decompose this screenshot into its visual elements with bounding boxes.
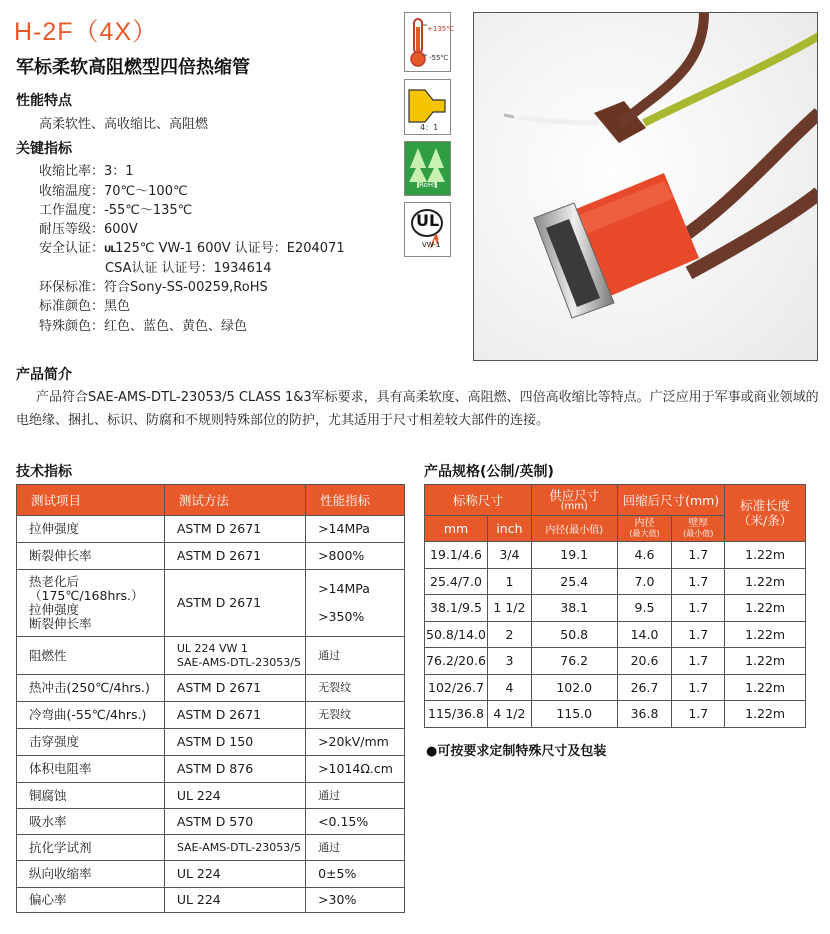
table-row [17, 835, 405, 861]
page-subtitle: 军标柔软高阻燃型四倍热缩管 [16, 57, 250, 78]
table-cell-value: 0±5% [306, 861, 405, 888]
column-header: 壁厚 (最小值) [672, 516, 725, 542]
table-cell-wall: 1.7 [672, 701, 725, 728]
table-cell-len: 1.22m [725, 701, 806, 728]
table-cell-item: 吸水率 [17, 809, 165, 835]
table-row [425, 701, 806, 728]
table-cell-inch: 3 [487, 648, 531, 675]
table-cell-supply: 115.0 [531, 701, 617, 728]
table-row [17, 783, 405, 809]
table-cell-item: 偏心率 [17, 888, 165, 913]
table-cell-supply: 102.0 [531, 674, 617, 701]
table-cell-value: 无裂纹 [306, 702, 405, 729]
table-cell-method: UL 224 [164, 888, 305, 913]
ul-recognized-mark: UL [104, 245, 116, 255]
product-photo [473, 12, 818, 361]
table-row [425, 595, 806, 622]
table-row [17, 516, 405, 543]
table-cell-item: 纵向收缩率 [17, 861, 165, 888]
column-header: 回缩后尺寸(mm) [617, 485, 725, 516]
table-cell-len: 1.22m [725, 595, 806, 622]
table-cell-value: 通过 [306, 783, 405, 809]
table-cell-inch: 4 [487, 674, 531, 701]
table-cell-method: ASTM D 2671 [164, 675, 305, 702]
table-cell-value: <0.15% [306, 809, 405, 835]
features-text: 高柔软性、高收缩比、高阻燃 [39, 117, 209, 132]
table-cell-item: 抗化学试剂 [17, 835, 165, 861]
key-spec-row: 收缩比率：3：1 [39, 164, 134, 179]
tech-specs-table [16, 484, 405, 913]
table-cell-id: 7.0 [617, 568, 672, 595]
table-row [17, 675, 405, 702]
table-cell-len: 1.22m [725, 621, 806, 648]
table-cell-mm: 115/36.8 [425, 701, 488, 728]
table-cell-mm: 102/26.7 [425, 674, 488, 701]
table-cell-item: 冷弯曲(-55℃/4hrs.) [17, 702, 165, 729]
shrink-ratio-icon: 4：1 [404, 79, 451, 135]
table-cell-wall: 1.7 [672, 674, 725, 701]
table-cell-id: 26.7 [617, 674, 672, 701]
table-cell-wall: 1.7 [672, 648, 725, 675]
key-spec-row: 环保标准：符合Sony-SS-00259,RoHS [39, 280, 268, 295]
table-cell-len: 1.22m [725, 568, 806, 595]
table-cell-wall: 1.7 [672, 542, 725, 569]
temperature-icon: +135℃ -55℃ [404, 12, 451, 72]
table-cell-inch: 2 [487, 621, 531, 648]
table-cell-method: SAE-AMS-DTL-23053/5 [164, 835, 305, 861]
table-cell-value: 无裂纹 [306, 675, 405, 702]
table-cell-supply: 76.2 [531, 648, 617, 675]
table-cell-method: ASTM D 150 [164, 729, 305, 756]
table-cell-value: >800% [306, 543, 405, 570]
table-cell-inch: 4 1/2 [487, 701, 531, 728]
size-spec-table [424, 484, 806, 728]
table-cell-method: UL 224 VW 1 SAE-AMS-DTL-23053/5 [164, 637, 305, 675]
table-cell-supply: 38.1 [531, 595, 617, 622]
tech-heading: 技术指标 [16, 464, 72, 480]
custom-size-note: ●可按要求定制特殊尺寸及包装 [426, 744, 607, 759]
key-specs-heading: 关键指标 [16, 141, 72, 157]
table-cell-value: >30% [306, 888, 405, 913]
table-row [425, 648, 806, 675]
table-cell-method: ASTM D 2671 [164, 543, 305, 570]
features-heading: 性能特点 [16, 93, 72, 109]
key-spec-row: 标准颜色：黑色 [39, 299, 131, 314]
table-row [425, 621, 806, 648]
table-cell-value: >14MPa [306, 516, 405, 543]
table-cell-value: 通过 [306, 835, 405, 861]
table-cell-method: UL 224 [164, 783, 305, 809]
column-header: 标准长度 （米/条） [725, 485, 806, 542]
table-cell-item: 阻燃性 [17, 637, 165, 675]
column-header: inch [487, 516, 531, 542]
table-row [17, 861, 405, 888]
table-cell-method: ASTM D 2671 [164, 702, 305, 729]
table-cell-id: 20.6 [617, 648, 672, 675]
page-title: H-2F（4X） [14, 18, 159, 46]
table-cell-inch: 1 1/2 [487, 595, 531, 622]
table-row [425, 674, 806, 701]
table-cell-id: 4.6 [617, 542, 672, 569]
spec-heading: 产品规格(公制/英制) [424, 464, 554, 480]
table-row [17, 888, 405, 913]
table-cell-value: >14MPa >350% [306, 570, 405, 637]
table-cell-id: 14.0 [617, 621, 672, 648]
ul-vw1-icon: UL VW-1 [404, 202, 451, 257]
table-cell-mm: 38.1/9.5 [425, 595, 488, 622]
table-cell-mm: 76.2/20.6 [425, 648, 488, 675]
intro-heading: 产品简介 [16, 367, 72, 383]
table-cell-len: 1.22m [725, 542, 806, 569]
column-header: 测试方法 [164, 485, 305, 516]
table-row [425, 542, 806, 569]
intro-text: 产品符合SAE-AMS-DTL-23053/5 CLASS 1&3军标要求，具有高柔软度、高阻燃、四倍高收缩比等特点。广泛应用于军事或商业领域的电绝缘、捆扎、标识、防腐和不规则特殊部位的防护，尤其适用于尺寸相差较大部件的连接。 [16, 390, 819, 428]
table-row [425, 568, 806, 595]
table-cell-item: 铜腐蚀 [17, 783, 165, 809]
table-cell-len: 1.22m [725, 648, 806, 675]
table-header-row [425, 485, 806, 516]
table-cell-item: 断裂伸长率 [17, 543, 165, 570]
key-spec-row: 收缩温度：70℃～100℃ [39, 184, 188, 199]
column-header: 标称尺寸 [425, 485, 532, 516]
table-row [17, 756, 405, 783]
key-spec-row: 特殊颜色：红色、蓝色、黄色、绿色 [39, 319, 248, 334]
table-cell-inch: 1 [487, 568, 531, 595]
table-cell-item: 拉伸强度 [17, 516, 165, 543]
table-header-row [17, 485, 405, 516]
table-row [17, 570, 405, 637]
key-spec-row: 耐压等级：600V [39, 222, 138, 237]
table-row [17, 729, 405, 756]
column-header: 测试项目 [17, 485, 165, 516]
key-spec-row: 安全认证：UL125℃ VW-1 600V 认证号：E204071 [39, 241, 345, 256]
table-cell-method: ASTM D 570 [164, 809, 305, 835]
table-cell-mm: 50.8/14.0 [425, 621, 488, 648]
key-spec-row: 工作温度：-55℃～135℃ [39, 203, 193, 218]
table-cell-inch: 3/4 [487, 542, 531, 569]
table-cell-method: UL 224 [164, 861, 305, 888]
table-cell-method: ASTM D 2671 [164, 570, 305, 637]
column-header: 性能指标 [306, 485, 405, 516]
column-header: mm [425, 516, 488, 542]
table-cell-item: 热冲击(250℃/4hrs.) [17, 675, 165, 702]
table-cell-supply: 50.8 [531, 621, 617, 648]
table-cell-item: 击穿强度 [17, 729, 165, 756]
table-cell-value: >1014Ω.cm [306, 756, 405, 783]
rohs-tree-icon: RoHS [404, 141, 451, 196]
table-cell-method: ASTM D 876 [164, 756, 305, 783]
table-cell-mm: 25.4/7.0 [425, 568, 488, 595]
table-cell-wall: 1.7 [672, 621, 725, 648]
table-row [17, 637, 405, 675]
table-cell-id: 9.5 [617, 595, 672, 622]
table-cell-value: 通过 [306, 637, 405, 675]
table-cell-item: 热老化后 （175℃/168hrs.） 拉伸强度 断裂伸长率 [17, 570, 165, 637]
table-cell-mm: 19.1/4.6 [425, 542, 488, 569]
column-header: 内径(最小值) [531, 516, 617, 542]
table-row [17, 543, 405, 570]
table-cell-wall: 1.7 [672, 568, 725, 595]
table-cell-supply: 19.1 [531, 542, 617, 569]
table-cell-supply: 25.4 [531, 568, 617, 595]
column-header: 内径 (最大值) [617, 516, 672, 542]
table-cell-item: 体积电阻率 [17, 756, 165, 783]
key-spec-row: CSA认证 认证号：1934614 [105, 261, 272, 276]
table-cell-method: ASTM D 2671 [164, 516, 305, 543]
table-row [17, 809, 405, 835]
table-cell-value: >20kV/mm [306, 729, 405, 756]
column-header: 供应尺寸 (mm) [531, 485, 617, 516]
table-cell-wall: 1.7 [672, 595, 725, 622]
table-cell-len: 1.22m [725, 674, 806, 701]
table-cell-id: 36.8 [617, 701, 672, 728]
table-row [17, 702, 405, 729]
